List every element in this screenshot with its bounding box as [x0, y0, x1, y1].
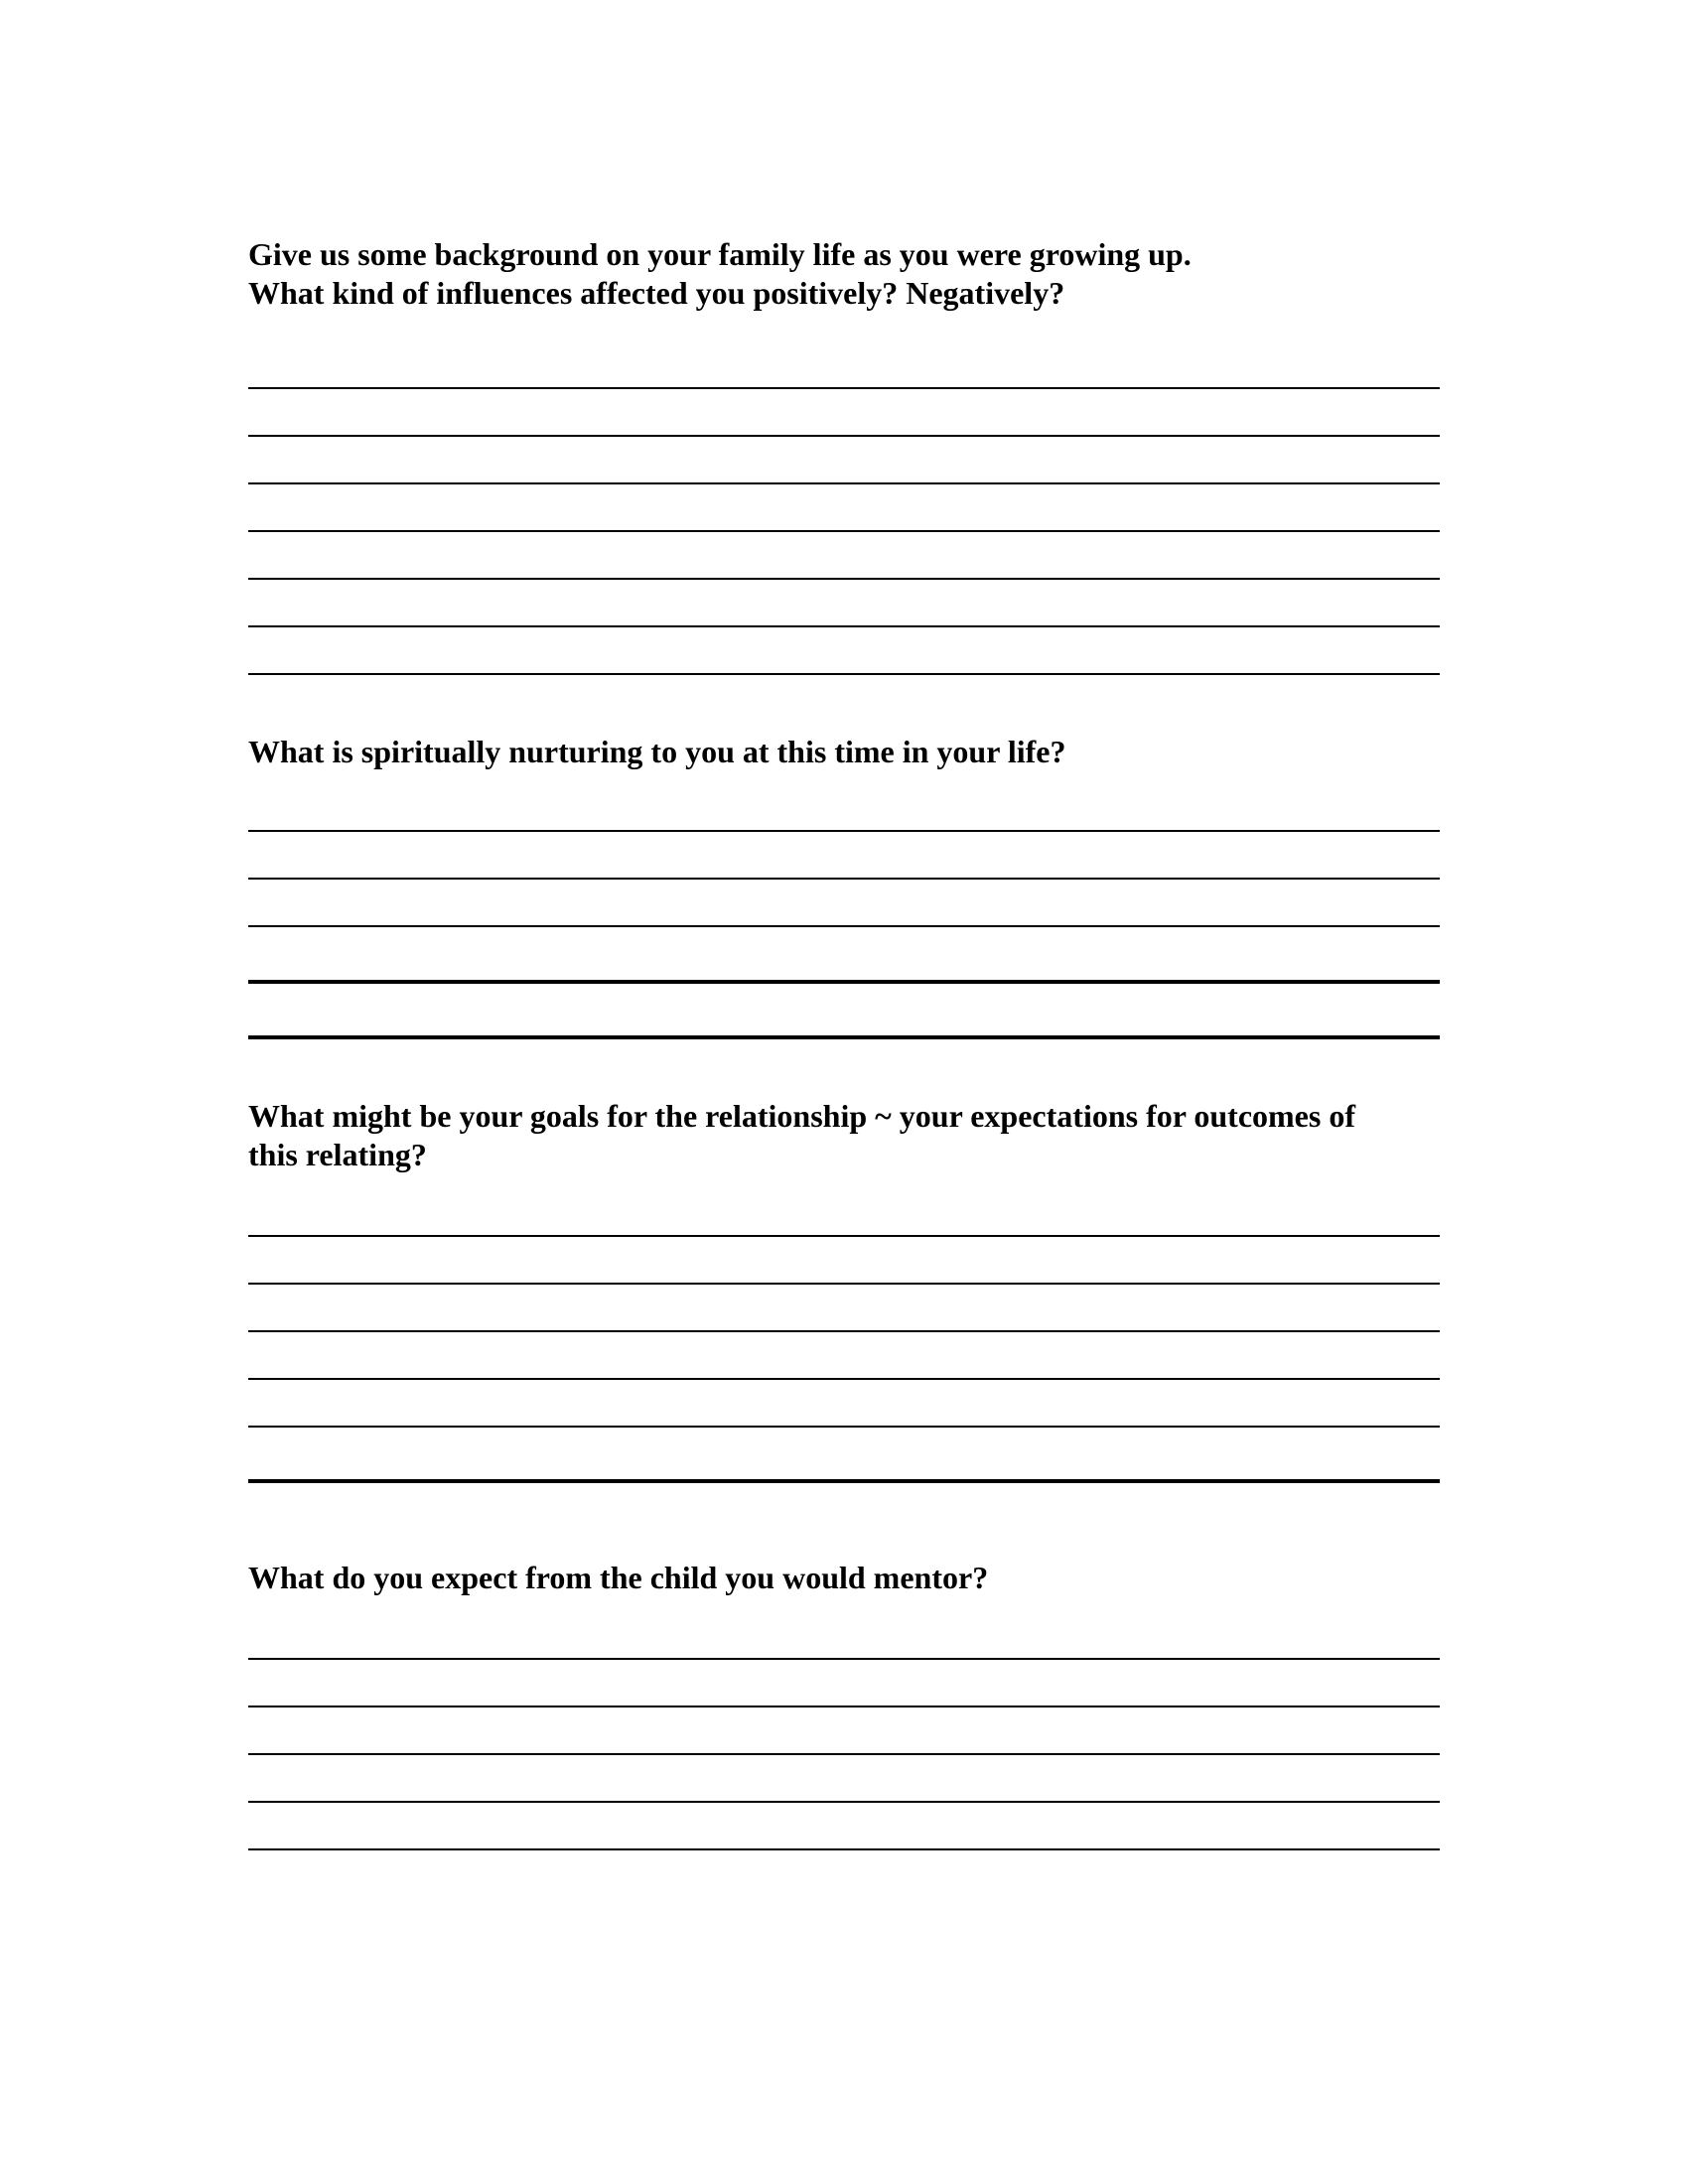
answer-line[interactable]: [248, 1378, 1440, 1380]
answer-line[interactable]: [248, 980, 1440, 984]
answer-line[interactable]: [248, 578, 1440, 580]
answer-line[interactable]: [248, 673, 1440, 675]
answer-line[interactable]: [248, 625, 1440, 627]
question-text-line: What kind of influences affected you positively? Negatively?: [248, 275, 1065, 311]
answer-line[interactable]: [248, 1426, 1440, 1428]
answer-line[interactable]: [248, 1801, 1440, 1803]
answer-line[interactable]: [248, 530, 1440, 532]
answer-line[interactable]: [248, 1283, 1440, 1285]
answer-line[interactable]: [248, 830, 1440, 832]
answer-line[interactable]: [248, 1330, 1440, 1332]
answer-line[interactable]: [248, 925, 1440, 927]
question-text-line: Give us some background on your family life as you were growing up.: [248, 236, 1192, 272]
question-spiritual-nurturing: [248, 733, 1440, 771]
answer-line[interactable]: [248, 1706, 1440, 1707]
answer-line[interactable]: [248, 387, 1440, 389]
answer-line[interactable]: [248, 1753, 1440, 1755]
question-text-line: this relating?: [248, 1137, 427, 1172]
question-family-background: [248, 235, 1440, 313]
question-text-line: What might be your goals for the relationship ~ your expectations for outcomes of: [248, 1098, 1355, 1134]
question-text-line: What do you expect from the child you would mentor?: [248, 1560, 989, 1595]
answer-line[interactable]: [248, 878, 1440, 880]
question-relationship-goals: [248, 1097, 1440, 1174]
question-mentor-expectations: [248, 1559, 1440, 1597]
answer-line[interactable]: [248, 1848, 1440, 1850]
answer-line[interactable]: [248, 1035, 1440, 1039]
answer-line[interactable]: [248, 1479, 1440, 1483]
answer-line[interactable]: [248, 435, 1440, 437]
answer-line[interactable]: [248, 1658, 1440, 1660]
answer-line[interactable]: [248, 1235, 1440, 1237]
answer-line[interactable]: [248, 482, 1440, 484]
question-text-line: What is spiritually nurturing to you at this time in your life?: [248, 734, 1066, 769]
